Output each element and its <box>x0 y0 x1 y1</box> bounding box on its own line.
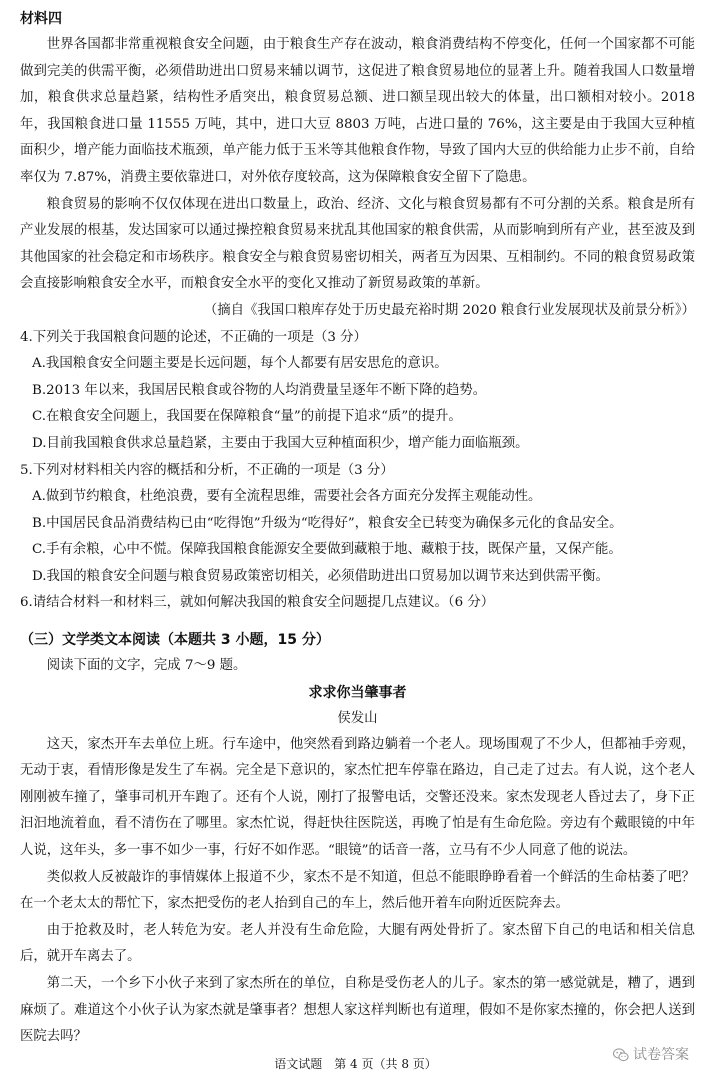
story-title: 求求你当肇事者 <box>308 684 407 701</box>
story-paragraph-2: 类似救人反被敲诈的事情媒体上报道不少，家杰不是不知道，但总不能眼睁睁看着一个鲜活的生命枯萎了吧？在一个老太太的帮忙下，家杰把受伤的老人抬到自己的车上，然后他开着车向附近医院奔去。 <box>20 869 695 912</box>
material4-paragraph-2: 粮食贸易的影响不仅仅体现在进出口数量上，政治、经济、文化与粮食贸易都有不可分割的关系。粮食是所有产业发展的根基，发达国家可以通过操控粮食贸易来扰乱其他国家的粮食供需，从而影响到所有产业，甚至波及到其他国家的社会稳定和市场秩序。粮食安全与粮食贸易密切相关，两者互为因果、互相制约。不同的粮食贸易政策会直接影响粮食安全水平，而粮食安全水平的变化又推动了新贸易政策的革新。 <box>20 196 695 292</box>
page-footer: 语文试题 第 4 页（共 8 页） <box>274 1057 437 1071</box>
watermark <box>613 1044 689 1066</box>
section-3-instruction: 阅读下面的文字，完成 7～9 题。 <box>46 658 247 674</box>
question-5-option-c: C.手有余粮，心中不慌。保障我国粮食能源安全要做到藏粮于地、藏粮于技，既保产量，又保产能。 <box>32 542 622 558</box>
question-5-option-d: D.我国的粮食安全问题与粮食贸易政策密切相关，必须借助进出口贸易加以调节来达到供需平衡。 <box>32 568 609 584</box>
story-paragraph-1: 这天，家杰开车去单位上班。行车途中，他突然看到路边躺着一个老人。现场围观了不少人，但都袖手旁观，无动于衷，看情形像是发生了车祸。完全是下意识的，家杰忙把车停靠在路边，自己走了过去。有人说，这个老人刚刚被车撞了，肇事司机开车跑了。还有个人说，刚打了报警电话，交警还没来。家杰发现老人昏过去了，身下正汩汩地流着血，看不清伤在了哪里。家杰忙说，得赶快往医院送，再晚了怕是有生命危险。旁边有个戴眼镜的中年人说，这年头，多一事不如少一事，行好不如作恶。“眼镜”的话音一落，立马有不少人同意了他的说法。 <box>20 736 695 859</box>
watermark-text: 试卷答案 <box>633 1047 689 1063</box>
question-4-option-b: B.2013 年以来，我国居民粮食或谷物的人均消费量呈逐年不断下降的趋势。 <box>32 382 487 398</box>
material4-paragraph-1: 世界各国都非常重视粮食安全问题，由于粮食生产存在波动，粮食消费结构不停变化，任何一个国家都不可能做到完美的供需平衡，必须借助进出口贸易来辅以调节，这促进了粮食贸易地位的显著上升。随着我国人口数量增加，粮食供求总量趋紧，结构性矛盾突出，粮食贸易总额、进口额呈现出较大的体量，出口额相对较小。2018 年，我国粮食进口量 11555 万吨，其中，进口大豆 8803 万吨，占进口量的 76%，这主要是由于我国大豆种植面积少，增产能力面临技术瓶颈，单产能力低于玉米等其他粮食作物，导致了国内大豆的供给能力止步不前，自给率仅为 7.87%，消费主要依靠进口，对外依存度较高，这为保障粮食安全留下了隐患。 <box>20 37 695 185</box>
wechat-icon <box>613 1048 629 1062</box>
story-author: 侯发山 <box>337 710 378 726</box>
question-4-stem: 4.下列关于我国粮食问题的论述，不正确的一项是（3 分） <box>20 329 367 345</box>
question-5-option-a: A.做到节约粮食，杜绝浪费，要有全流程思维，需要社会各方面充分发挥主观能动性。 <box>32 489 542 505</box>
section-3-title: （三）文学类文本阅读（本题共 3 小题，15 分） <box>20 632 330 649</box>
story-paragraph-3: 由于抢救及时，老人转危为安。老人并没有生命危险，大腿有两处骨折了。家杰留下自己的电话和相关信息后，就开车离去了。 <box>20 922 695 965</box>
question-5-option-b: B.中国居民食品消费结构已由“吃得饱”升级为“吃得好”，粮食安全已转变为确保多元化的食品安全。 <box>32 515 623 531</box>
question-5-stem: 5.下列对材料相关内容的概括和分析，不正确的一项是（3 分） <box>20 462 394 478</box>
story-paragraph-4: 第二天，一个乡下小伙子来到了家杰所在的单位，自称是受伤老人的儿子。家杰的第一感觉就是，糟了，遇到麻烦了。难道这个小伙子认为家杰就是肇事者？想想人家这样判断也有道理，假如不是你家杰撞的，你会把人送到医院去吗？ <box>20 976 695 1045</box>
question-4-option-d: D.目前我国粮食供求总量趋紧，主要由于我国大豆种植面积少，增产能力面临瓶颈。 <box>32 435 529 451</box>
material4-source: （摘自《我国口粮库存处于历史最充裕时期 2020 粮食行业发展现状及前景分析》） <box>203 302 695 318</box>
question-4-option-a: A.我国粮食安全问题主要是长远问题，每个人都要有居安思危的意识。 <box>32 356 448 372</box>
question-4-option-c: C.在粮食安全问题上，我国要在保障粮食“量”的前提下追求“质”的提升。 <box>32 409 462 425</box>
material4-title: 材料四 <box>20 11 62 27</box>
question-6-stem: 6.请结合材料一和材料三，就如何解决我国的粮食安全问题提几点建议。（6 分） <box>20 595 495 611</box>
